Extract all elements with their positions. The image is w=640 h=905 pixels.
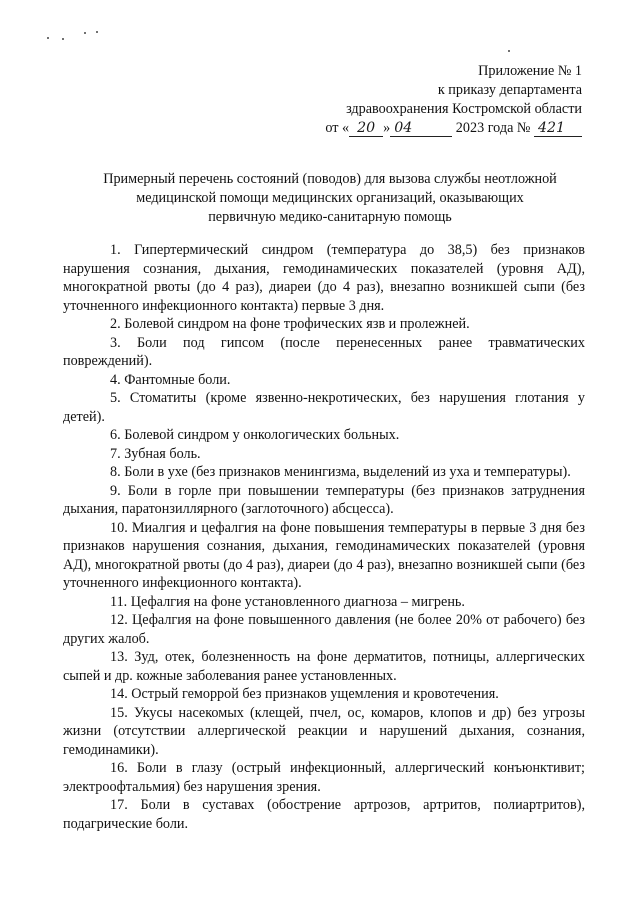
list-item: 5. Стоматиты (кроме язвенно-некротических, без нарушения глотания у детей). (63, 390, 585, 425)
list-item: 11. Цефалгия на фоне установленного диагноза – мигрень. (110, 593, 465, 610)
date-prefix: от « (325, 120, 350, 136)
list-item: 9. Боли в горле при повышении температуры (без признаков затруднения дыхания, паратонзиллярного (заглоточного) абсцесса). (63, 482, 585, 517)
date-year: 2023 года № (455, 120, 531, 136)
handwritten-month: 04 (390, 121, 452, 137)
scan-speck (96, 31, 98, 33)
department-name: здравоохранения Костромской области (346, 101, 582, 117)
title-line-1: Примерный перечень состояний (поводов) для вызова службы неотложной (103, 171, 557, 187)
list-item: 2. Болевой синдром на фоне трофических язв и пролежней. (110, 316, 470, 332)
date-mid: » (383, 120, 391, 136)
list-item: 15. Укусы насекомых (клещей, пчел, ос, комаров, клопов и др) без угрозы жизни (отсутствии аллергической реакции и нарушений дыхания, сознания, гемодинамики). (63, 704, 585, 758)
list-item: 14. Острый геморрой без признаков ущемления и кровотечения. (110, 686, 499, 702)
handwritten-order-number: 421 (534, 121, 582, 137)
title-line-2: медицинской помощи медицинских организаций, оказывающих (136, 190, 524, 206)
list-item: 3. Боли под гипсом (после перенесенных ранее травматических повреждений). (63, 334, 585, 369)
list-item: 7. Зубная боль. (110, 445, 201, 462)
conditions-list (63, 241, 585, 833)
list-item: 1. Гипертермический синдром (температура до 38,5) без признаков нарушения сознания, дыхания, гемодинамических показателей (уровня АД), многократной рвоты (до 4 раз), диареи (до 4 раз), внезапно возникшей сыпи (без уточненного инфекционного контакта) первые 3 дня. (63, 242, 585, 314)
list-item: 17. Боли в суставах (обострение артрозов, артритов, полиартритов), подагрические боли. (63, 797, 585, 832)
handwritten-day: 20 (349, 121, 383, 137)
list-item: 13. Зуд, отек, болезненность на фоне дерматитов, потницы, аллергических сыпей и др. кожные заболевания ранее установленных. (63, 649, 585, 684)
scan-speck (84, 32, 86, 34)
list-item: 12. Цефалгия на фоне повышенного давления (не более 20% от рабочего) без других жалоб. (63, 612, 585, 647)
list-item: 16. Боли в глазу (острый инфекционный, аллергический конъюнктивит; электроофтальмия) без нарушения зрения. (63, 760, 585, 795)
list-item: 6. Болевой синдром у онкологических больных. (110, 427, 400, 443)
list-item: 4. Фантомные боли. (110, 371, 231, 388)
list-item: 10. Миалгия и цефалгия на фоне повышения температуры в первые 3 дня без признаков нарушения сознания, дыхания, гемодинамических показателей (уровня АД), многократной рвоты (до 4 раз), диареи (до 4 раз), внезапно возникшей сыпи (без уточненного инфекционного контакта). (63, 519, 585, 591)
order-reference: к приказу департамента (437, 82, 582, 98)
scan-speck (508, 50, 510, 52)
scan-speck (47, 37, 49, 39)
appendix-label: Приложение № 1 (478, 63, 582, 79)
document-title (60, 170, 600, 227)
order-date-line (282, 119, 582, 138)
document-header (282, 62, 582, 138)
title-line-3: первичную медико-санитарную помощь (208, 209, 452, 225)
list-item: 8. Боли в ухе (без признаков менингизма, выделений из уха и температуры). (110, 464, 571, 480)
scan-speck (62, 38, 64, 40)
